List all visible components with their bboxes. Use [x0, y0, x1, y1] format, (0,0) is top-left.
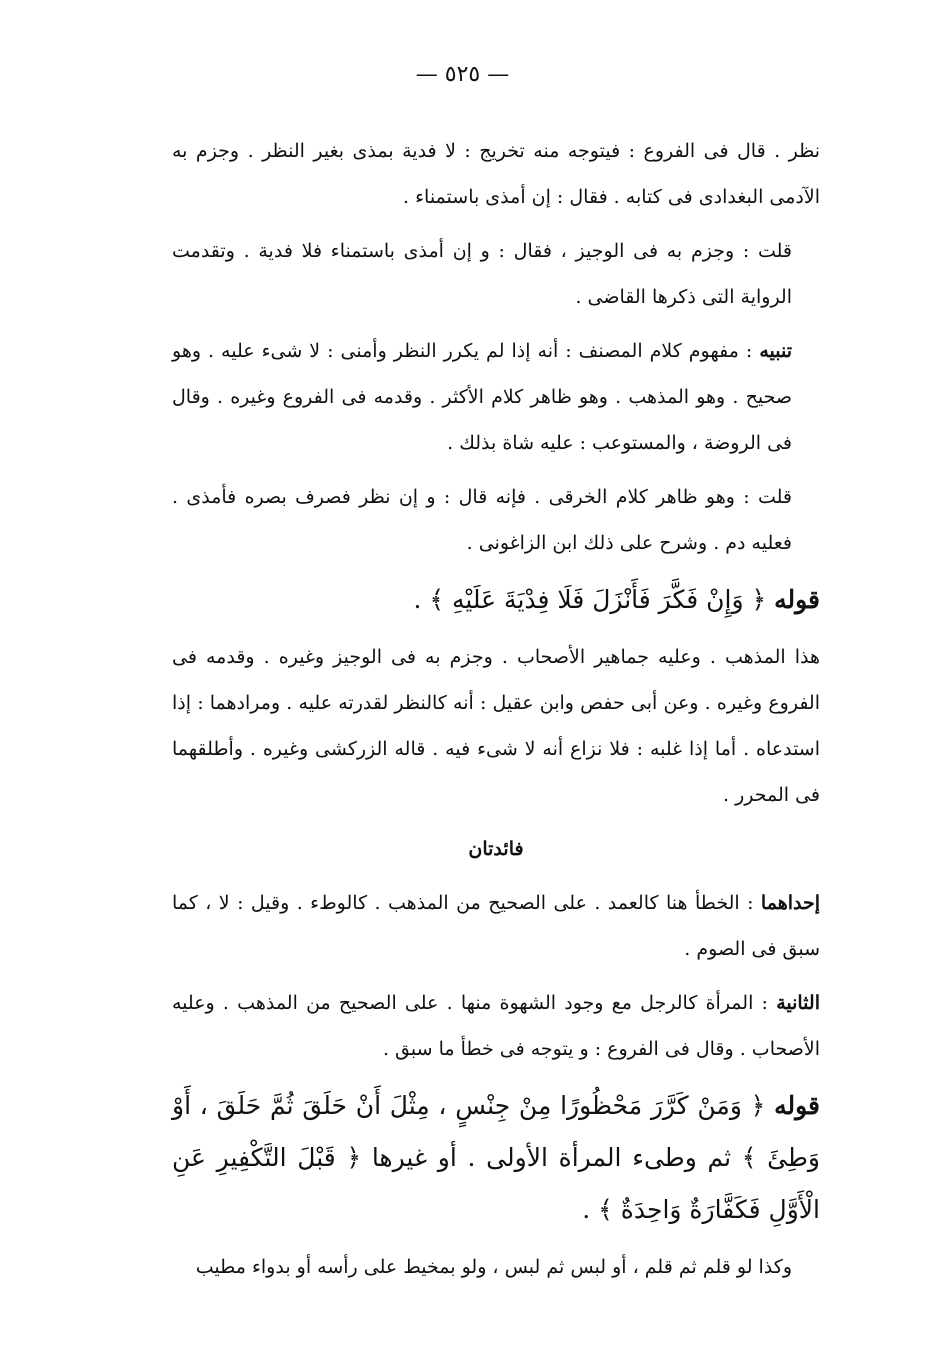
quote-2-text: ﴿ وَمَنْ كَرَّرَ مَحْظُورًا مِنْ جِنْسٍ ، مِثْلَ أَنْ حَلَقَ ثُمَّ حَلَقَ ، أَوْ وَطِئَ ﴾ ثم وطىء المرأة الأولى . أو غيرها ﴿ قَبْلَ التَّكْفِيرِ عَنِ الْأَوَّلِ فَكَفَّارَةٌ وَاحِدَةٌ ﴾ . — [172, 1091, 820, 1224]
paragraph-note-text: : مفهوم كلام المصنف : أنه إذا لم يكرر النظر وأمنى : لا شىء عليه . وهو صحيح . وهو المذهب . وهو ظاهر كلام الأكثر . وقدمه فى الفروع وغيره . وقال فى الروضة ، والمستوعب : عليه شاة بذلك . — [172, 340, 792, 454]
paragraph-2-text: قلت : وجزم به فى الوجيز ، فقال : و إن أمذى باستمناء فلا فدية . وتقدمت الرواية التى ذكرها القاضى . — [172, 240, 792, 308]
paragraph-7-text: : المرأة كالرجل مع وجود الشهوة منها . على الصحيح من المذهب . وعليه الأصحاب . وقال فى الفروع : و يتوجه فى خطأ ما سبق . — [172, 992, 820, 1060]
paragraph-1-text: نظر . قال فى الفروع : فيتوجه منه تخريج : لا فدية بمذى بغير النظر . وجزم به الآدمى البغدادى فى كتابه . فقال : إن أمذى باستمناء . — [172, 140, 820, 208]
paragraph-1 — [172, 128, 820, 220]
quote-1 — [172, 574, 820, 626]
paragraph-5-text: هذا المذهب . وعليه جماهير الأصحاب . وجزم به فى الوجيز وغيره . وقدمه فى الفروع وغيره . وعن أبى حفص وابن عقيل : أنه كالنظر لقدرته عليه . ومرادهما : إذا استدعاه . أما إذا غلبه : فلا نزاع أنه لا شىء فيه . قاله الزركشى وغيره . وأطلقهما فى المحرر . — [172, 646, 820, 806]
paragraph-6 — [172, 880, 820, 972]
paragraph-4 — [172, 474, 820, 566]
first-benefit-label: إحداهما — [760, 892, 820, 914]
page-number: — ٥٢٥ — — [415, 62, 510, 87]
paragraph-note — [172, 328, 820, 466]
quote-1-label: قوله — [774, 585, 820, 614]
quote-1-text: ﴿ وَإِنْ فَكَّرَ فَأَنْزَلَ فَلَا فِدْيَةَ عَلَيْهِ ﴾ . — [413, 585, 767, 614]
paragraph-8-text: وكذا لو قلم ثم قلم ، أو لبس ثم لبس ، ولو بمخيط على رأسه أو بدواء مطيب — [195, 1256, 792, 1278]
paragraph-4-text: قلت : وهو ظاهر كلام الخرقى . فإنه قال : و إن نظر فصرف بصره فأمذى . فعليه دم . وشرح على ذلك ابن الزاغونى . — [172, 486, 792, 554]
quote-2-label: قوله — [774, 1091, 820, 1120]
paragraph-6-text: : الخطأ هنا كالعمد . على الصحيح من المذهب . كالوطء . وقيل : لا ، كما سبق فى الصوم . — [172, 892, 820, 960]
quote-2 — [172, 1080, 820, 1236]
paragraph-5 — [172, 634, 820, 818]
paragraph-8 — [172, 1244, 820, 1290]
paragraph-7 — [172, 980, 820, 1072]
second-benefit-label: الثانية — [776, 992, 820, 1014]
paragraph-2 — [172, 228, 820, 320]
section-heading: فائدتان — [468, 838, 524, 860]
note-label: تنبيه — [759, 340, 792, 362]
body-text — [172, 128, 820, 1298]
